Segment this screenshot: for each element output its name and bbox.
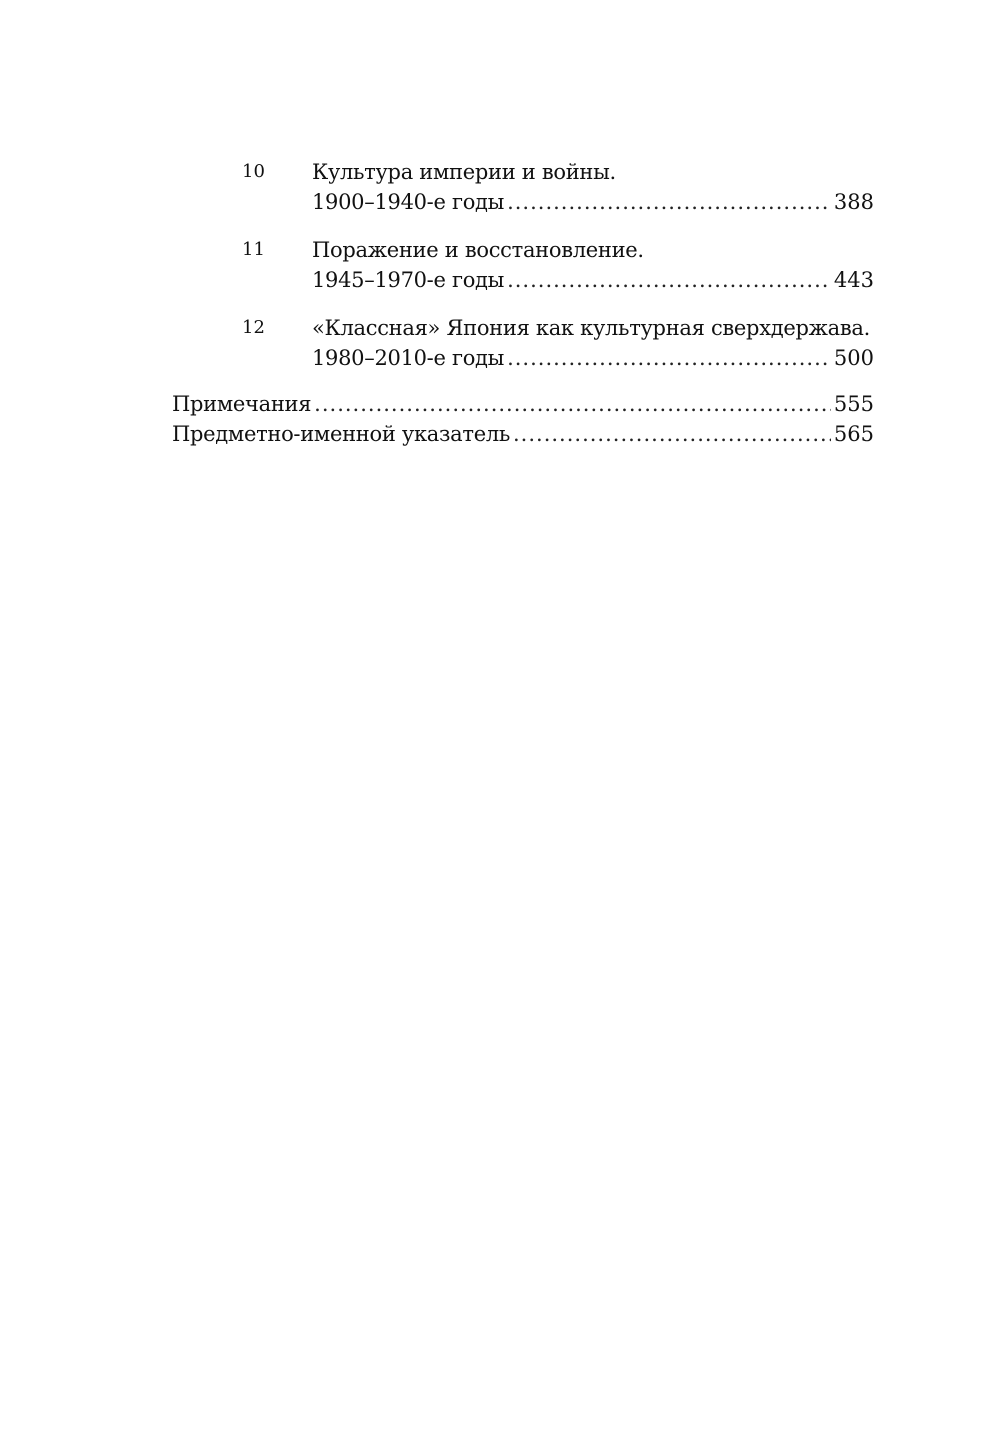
toc-chapter-11 xyxy=(172,235,874,295)
dot-leader xyxy=(507,343,831,373)
entry-title: Предметно-именной указатель xyxy=(172,422,510,446)
dot-leader xyxy=(314,389,831,419)
chapter-number: 12 xyxy=(242,317,265,338)
chapter-entry xyxy=(312,313,874,373)
chapter-entry xyxy=(312,157,874,217)
chapter-subtitle: 1980–2010-е годы xyxy=(312,346,505,370)
page-number: 555 xyxy=(833,392,874,416)
toc-entry-index xyxy=(172,419,874,449)
chapter-title: Культура империи и войны. xyxy=(312,160,616,184)
chapter-entry xyxy=(312,235,874,295)
toc-chapter-10 xyxy=(172,157,874,217)
page-number: 565 xyxy=(833,422,874,446)
chapter-number: 10 xyxy=(242,161,265,182)
chapter-subtitle: 1945–1970-е годы xyxy=(312,268,505,292)
chapter-subtitle-line xyxy=(312,343,874,373)
back-matter xyxy=(172,389,874,449)
page-number: 443 xyxy=(833,268,874,292)
chapter-subtitle-line xyxy=(312,187,874,217)
table-of-contents xyxy=(172,157,874,449)
chapter-title: Поражение и восстановление. xyxy=(312,238,644,262)
toc-entry-notes xyxy=(172,389,874,419)
entry-title: Примечания xyxy=(172,392,312,416)
page-number: 500 xyxy=(833,346,874,370)
toc-chapter-12 xyxy=(172,313,874,373)
dot-leader xyxy=(513,419,831,449)
chapter-number: 11 xyxy=(242,239,265,260)
dot-leader xyxy=(507,265,831,295)
chapter-title: «Классная» Япония как культурная сверхдержава. xyxy=(312,316,870,340)
chapter-subtitle: 1900–1940-е годы xyxy=(312,190,505,214)
page-number: 388 xyxy=(833,190,874,214)
chapter-subtitle-line xyxy=(312,265,874,295)
dot-leader xyxy=(507,187,831,217)
